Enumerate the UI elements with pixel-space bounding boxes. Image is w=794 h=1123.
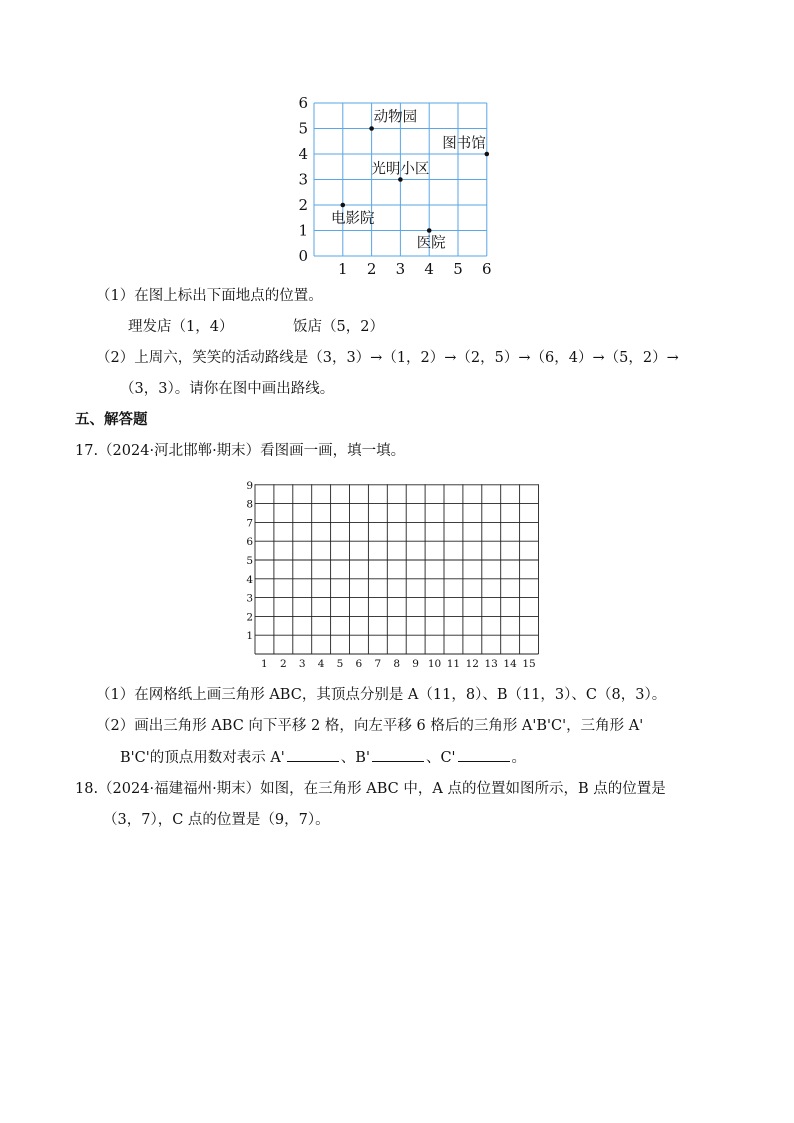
q17-stem: 17.（2024·河北邯郸·期末）看图画一画，填一填。 xyxy=(75,443,406,459)
map-y-tick: 2 xyxy=(298,196,308,214)
grid-x-tick: 6 xyxy=(355,658,363,670)
map-y-tick: 6 xyxy=(298,94,308,112)
grid-y-tick: 9 xyxy=(246,479,253,492)
grid-y-tick: 8 xyxy=(246,498,253,511)
location-coordinate-map xyxy=(0,90,794,380)
grid-x-tick: 10 xyxy=(427,658,442,670)
map-point xyxy=(398,177,403,182)
answer-blank-c[interactable] xyxy=(458,747,510,762)
grid-y-tick: 2 xyxy=(246,611,253,624)
grid-y-tick: 3 xyxy=(246,592,253,605)
grid-x-tick: 15 xyxy=(522,658,536,670)
grid-x-tick: 3 xyxy=(298,658,306,670)
q18-line1: 18.（2024·福建福州·期末）如图，在三角形 ABC 中，A 点的位置如图所示，B 点的位置是 xyxy=(75,781,666,797)
q17-answer-label-a: B'C'的顶点用数对表示 A' xyxy=(120,750,285,766)
map-point-label: 光明小区 xyxy=(371,161,430,178)
grid-x-tick: 2 xyxy=(279,658,287,670)
answer-blank-b[interactable] xyxy=(372,747,424,762)
section-title: 五、解答题 xyxy=(75,412,148,428)
map-y-tick: 3 xyxy=(298,170,308,189)
grid-x-tick: 1 xyxy=(261,658,268,670)
q18-line2: （3，7），C 点的位置是（9，7）。 xyxy=(103,812,330,828)
map-point xyxy=(427,228,432,233)
map-point xyxy=(485,152,490,157)
map-x-tick: 6 xyxy=(482,260,492,278)
grid-x-tick: 9 xyxy=(412,658,419,670)
q17-part2-line1: （2）画出三角形 ABC 向下平移 2 格，向左平移 6 格后的三角形 A'B'C'，三角形 A' xyxy=(96,718,644,734)
map-point-label: 动物园 xyxy=(373,109,418,126)
grid-y-tick: 7 xyxy=(246,517,253,530)
map-x-tick: 1 xyxy=(338,260,348,278)
grid-x-tick: 11 xyxy=(446,658,461,670)
q17-part2-line2 xyxy=(120,747,526,768)
map-y-tick: 0 xyxy=(298,247,308,265)
q17-answer-label-c: 、C' xyxy=(425,750,456,766)
q16-part2-line2: （3，3）。请你在图中画出路线。 xyxy=(120,381,335,397)
grid-x-tick: 7 xyxy=(374,658,382,670)
map-y-tick: 5 xyxy=(298,119,308,138)
map-point-label: 电影院 xyxy=(331,211,375,227)
map-y-tick: 1 xyxy=(298,221,308,240)
grid-y-tick: 5 xyxy=(246,555,253,567)
grid-x-tick: 13 xyxy=(484,658,498,670)
map-point-label: 医院 xyxy=(416,235,446,252)
grid-y-tick: 1 xyxy=(246,630,253,643)
grid-y-tick: 4 xyxy=(246,573,253,586)
grid-y-tick: 6 xyxy=(246,536,253,549)
q16-part1: （1）在图上标出下面地点的位置。 xyxy=(96,288,323,304)
q17-part1: （1）在网格纸上画三角形 ABC，其顶点分别是 A（11，8）、B（11，3）、C（8，3）。 xyxy=(96,687,667,703)
grid-x-tick: 4 xyxy=(317,658,325,670)
map-x-tick: 4 xyxy=(424,260,434,278)
grid-x-tick: 14 xyxy=(503,658,517,670)
grid-x-tick: 5 xyxy=(336,658,344,670)
map-x-tick: 5 xyxy=(453,260,463,278)
q16-place-restaurant: 饭店（5，2） xyxy=(293,319,384,335)
map-point xyxy=(341,203,346,208)
grid-paper xyxy=(0,474,794,674)
q16-place-barbershop: 理发店（1，4） xyxy=(128,319,234,335)
q17-answer-label-b: 、B' xyxy=(340,750,370,766)
map-x-tick: 3 xyxy=(395,260,406,278)
q17-answer-label-d: 。 xyxy=(511,750,527,766)
map-x-tick: 2 xyxy=(366,260,377,278)
map-y-tick: 4 xyxy=(298,145,308,163)
map-point xyxy=(369,126,374,131)
grid-x-tick: 12 xyxy=(465,658,479,670)
q16-part2-line1: （2）上周六，笑笑的活动路线是（3，3）→（1，2）→（2，5）→（6，4）→（5，2）→ xyxy=(96,350,679,366)
map-point-label: 图书馆 xyxy=(442,136,486,152)
grid-x-tick: 8 xyxy=(393,658,401,670)
answer-blank-a[interactable] xyxy=(287,747,339,762)
